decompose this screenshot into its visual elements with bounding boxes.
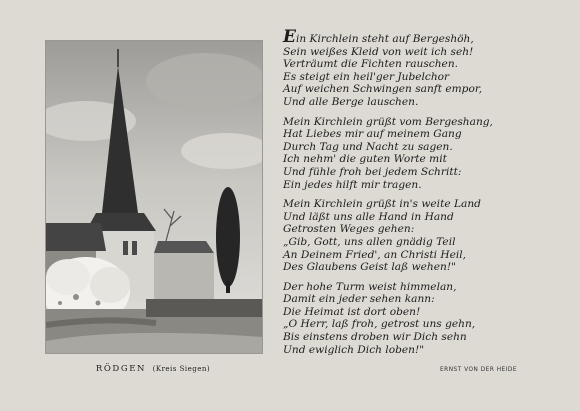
poem-line: „O Herr, laß froh, getrost uns gehn, — [283, 318, 476, 331]
poem-line: Auf weichen Schwingen sanft empor, — [283, 83, 483, 96]
poem-line: Und ewiglich Dich loben!" — [283, 343, 425, 356]
poem-line: Getrosten Weges gehen: — [283, 223, 415, 236]
poem-line: Die Heimat ist dort oben! — [283, 305, 421, 318]
poem-line — [283, 27, 568, 47]
poem-line: Und fühle froh bei jedem Schritt: — [283, 165, 462, 178]
author-credit: ERNST VON DER HEIDE — [440, 367, 518, 373]
poem — [283, 27, 568, 363]
poem-line: Mein Kirchlein grüßt in's weite Land — [283, 198, 481, 211]
poem-line: Es steigt ein heil'ger Jubelchor — [283, 70, 450, 83]
poem-line: Mein Kirchlein grüßt vom Bergeshang, — [283, 115, 493, 128]
poem-line: Sein weißes Kleid von weit ich seh! — [283, 45, 474, 58]
poem-line: Ein jedes hilft mir tragen. — [283, 178, 422, 191]
drop-initial: E — [283, 27, 296, 47]
poem-line: „Gib, Gott, uns allen gnädig Teil — [283, 235, 456, 248]
poem-line: Hat Liebes mir auf meinem Gang — [283, 128, 462, 141]
poem-line: Des Glaubens Geist laß wehen!" — [283, 261, 456, 274]
stanza-3 — [283, 198, 568, 274]
poem-line: An Deinem Fried', an Christi Heil, — [283, 248, 466, 261]
poem-line: Damit ein jeder sehen kann: — [283, 293, 435, 306]
stanza-1 — [283, 27, 568, 109]
poem-line: Und läßt uns alle Hand in Hand — [283, 210, 454, 223]
caption-district: (Kreis Siegen) — [152, 365, 211, 373]
poem-line: Ich nehm' die guten Worte mit — [283, 153, 447, 166]
stanza-2 — [283, 116, 568, 192]
photo-caption — [45, 364, 261, 374]
poem-line: Und alle Berge lauschen. — [283, 95, 419, 108]
poem-line: Bis einstens droben wir Dich sehn — [283, 331, 467, 344]
poem-line: Der hohe Turm weist himmelan, — [283, 280, 457, 293]
caption-place: RÖDGEN — [95, 364, 147, 374]
stanza-4 — [283, 281, 568, 357]
poem-line: Durch Tag und Nacht zu sagen. — [283, 140, 453, 153]
poem-line: Verträumt die Fichten rauschen. — [283, 58, 459, 71]
poem-line-text: in Kirchlein steht auf Bergeshöh, — [295, 33, 474, 45]
church-photo — [45, 40, 263, 354]
